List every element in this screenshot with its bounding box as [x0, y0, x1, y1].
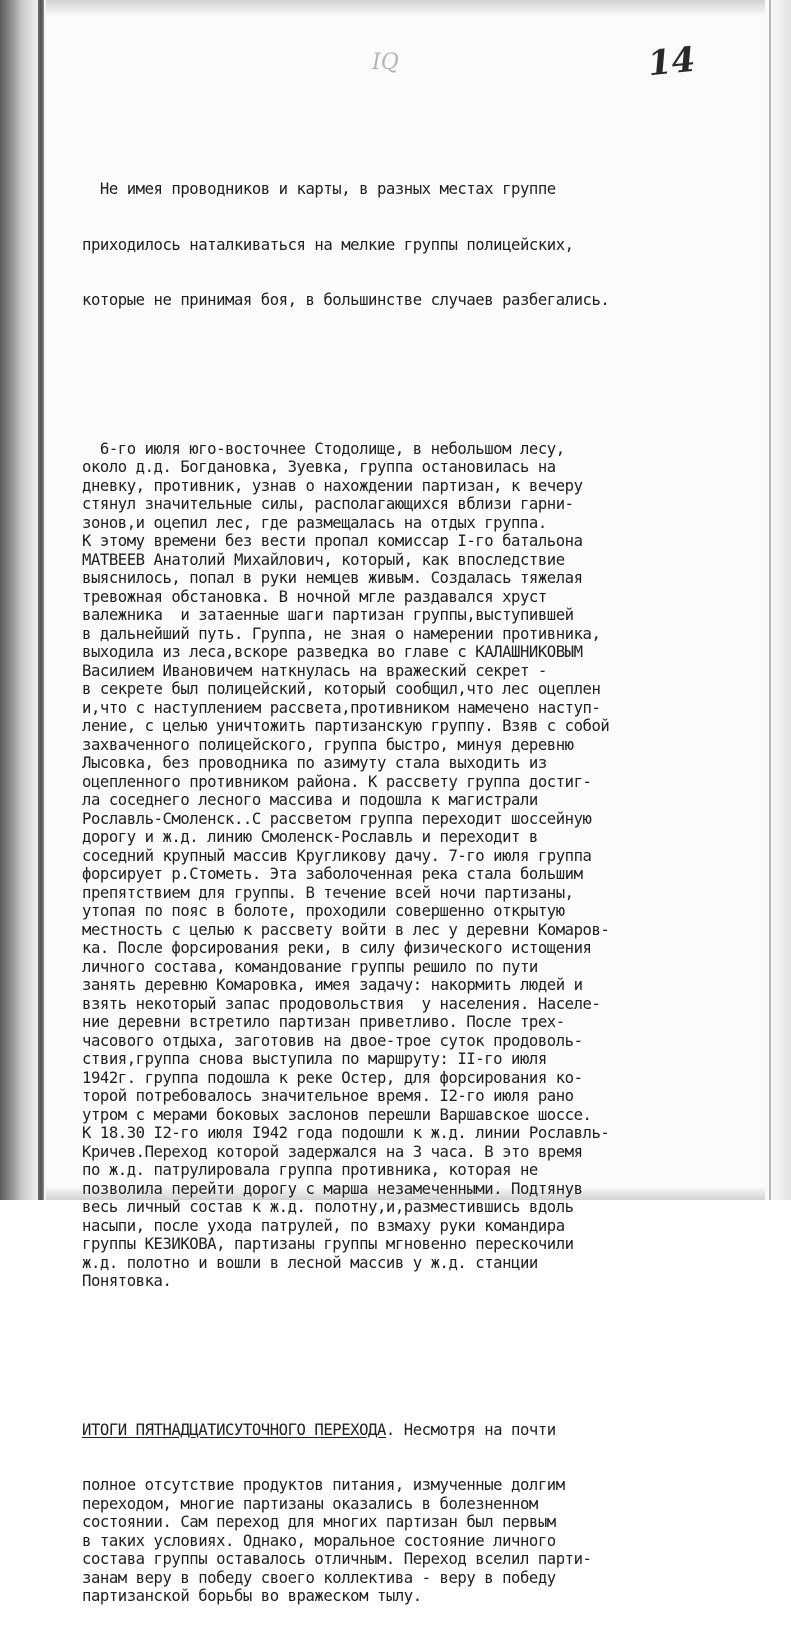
paragraph-gap — [82, 384, 772, 403]
text-line: К 18.30 I2-го июля I942 года подошли к ж.д. линии Рославль- — [82, 1124, 610, 1142]
text-line: К этому времени без вести пропал комиссар I-го батальона — [82, 532, 583, 550]
text-line: приходилось наталкиваться на мелкие группы полицейских, — [82, 235, 574, 254]
text-line: торой потребовалось значительное время. I2-го июля рано — [82, 1087, 574, 1105]
text-line: стянул значительные силы, располагающихся вблизи гарни- — [82, 495, 574, 513]
text-line: в таких условиях. Однако, моральное состояние личного — [82, 1531, 556, 1550]
text-line: часового отдыха, заготовив на двое-трое суток продоволь- — [82, 1031, 583, 1050]
text-line: около д.д. Богдановка, Зуевка, группа остановилась на — [82, 458, 556, 476]
heading-line — [82, 1421, 772, 1440]
typewritten-text — [82, 106, 772, 1643]
text-line: Кричев.Переход которой задержался на 3 часа. В это время — [82, 1142, 583, 1161]
text-line: группы КЕЗИКОВА, партизаны группы мгновенно перескочили — [82, 1235, 574, 1253]
text-line: в дальнейший путь. Группа, не зная о намерении противника, — [82, 624, 601, 643]
text-line: Понятовка. — [82, 1272, 172, 1290]
text-line: Василием Ивановичем наткнулась на вражеский секрет - — [82, 661, 547, 680]
paragraph-3 — [82, 1384, 772, 1606]
text-line: переходом, многие партизаны оказались в болезненном — [82, 1494, 538, 1513]
text-line: ла соседнего лесного массива и подошла к магистрали — [82, 791, 538, 809]
text-line: выходила из леса,вскоре разведка во главе с КАЛАШНИКОВЫМ — [82, 643, 583, 661]
text-line: полное отсутствие продуктов питания, измученные долгим — [82, 1476, 565, 1494]
text-line: Не имея проводников и карты, в разных местах группе — [82, 180, 556, 198]
paragraph-2 — [82, 440, 772, 1291]
text-line: форсирует р.Стометь. Эта заболоченная река стала большим — [82, 865, 583, 883]
text-line: ж.д. полотно и вошли в лесной массив у ж.д. станции — [82, 1253, 538, 1272]
text-line: занам веру в победу своего коллектива - веру в победу — [82, 1568, 556, 1587]
text-line: валежника и затаенные шаги партизан группы,выступившей — [82, 606, 574, 624]
paragraph-1 — [82, 143, 772, 347]
heading-continuation: . Несмотря на почти — [385, 1420, 556, 1439]
text-line: 6-го июля юго-восточнее Стодолище, в небольшом лесу, — [82, 439, 565, 458]
text-line: ствия,группа снова выступила по маршруту: II-го июля — [82, 1050, 547, 1068]
text-line: ние деревни встретило партизан приветливо. После трех- — [82, 1013, 565, 1031]
text-line: тревожная обстановка. В ночной мгле раздавался хруст — [82, 587, 547, 606]
text-line: позволила перейти дорогу с марша незамеченными. Подтянув — [82, 1179, 583, 1198]
text-line: выяснилось, попал в руки немцев живым. Создалась тяжелая — [82, 569, 583, 587]
text-line: насыпи, после ухода патрулей, по взмаху руки командира — [82, 1216, 565, 1235]
text-line: соседний крупный массив Кругликову дачу. 7-го июля группа — [82, 846, 592, 865]
text-line: партизанской борьбы во вражеском тылу. — [82, 1587, 422, 1605]
faint-handwritten-mark: IQ — [372, 50, 399, 75]
text-line: личного состава, командование группы решило по пути — [82, 957, 538, 976]
page-number: 14 — [646, 39, 698, 85]
top-shadow — [0, 0, 791, 16]
text-line: состоянии. Сам переход для многих партизан был первым — [82, 1513, 556, 1531]
text-line: и,что с наступлением рассвета,противником намечено наступ- — [82, 698, 601, 717]
text-line: занять деревню Комаровка, имея задачу: накормить людей и — [82, 976, 583, 994]
text-line: местность с целью к рассвету войти в лес у деревни Комаров- — [82, 920, 610, 939]
text-line: дневку, противник, узнав о нахождении партизан, к вечеру — [82, 476, 583, 495]
paragraph-gap — [82, 1328, 772, 1347]
text-line: 1942г. группа подошла к реке Остер, для форсирования ко- — [82, 1068, 583, 1087]
section-heading: ИТОГИ ПЯТНАДЦАТИСУТОЧНОГО ПЕРЕХОДА — [82, 1420, 386, 1439]
text-line: препятствием для группы. В течение всей ночи партизаны, — [82, 883, 574, 902]
text-line: Рославль-Смоленск..С рассветом группа переходит шоссейную — [82, 809, 592, 828]
text-line: утром с мерами боковых заслонов перешли Варшавское шоссе. — [82, 1105, 592, 1124]
text-line: дорогу и ж.д. линию Смоленск-Рославль и переходит в — [82, 828, 538, 846]
text-line: МАТВЕЕВ Анатолий Михайлович, который, как впоследствие — [82, 550, 565, 569]
text-line: в секрете был полицейский, который сообщил,что лес оцеплен — [82, 680, 601, 698]
text-line: которые не принимая боя, в большинстве случаев разбегались. — [82, 291, 610, 309]
text-line: весь личный состав к ж.д. полотну,и,разместившись вдоль — [82, 1198, 574, 1216]
text-line: состава группы оставалось отличным. Переход вселил парти- — [82, 1550, 592, 1568]
text-line: по ж.д. патрулировала группа противника, которая не — [82, 1161, 538, 1179]
text-line: зонов,и оцепил лес, где размещалась на отдых группа. — [82, 513, 547, 532]
text-line: оцепленного противником района. К рассвету группа достиг- — [82, 772, 592, 791]
text-line: Лысовка, без проводника по азимуту стала выходить из — [82, 754, 547, 772]
left-binding-edge — [38, 0, 44, 1200]
text-line: взять некоторый запас продовольствия у населения. Населе- — [82, 994, 601, 1013]
text-line: утопая по пояс в болоте, проходили совершенно открытую — [82, 902, 565, 920]
text-line: захваченного полицейского, группа быстро, минуя деревню — [82, 735, 574, 754]
text-line: ка. После форсирования реки, в силу физического истощения — [82, 939, 592, 957]
text-line: ление, с целью уничтожить партизанскую группу. Взяв с собой — [82, 717, 610, 735]
